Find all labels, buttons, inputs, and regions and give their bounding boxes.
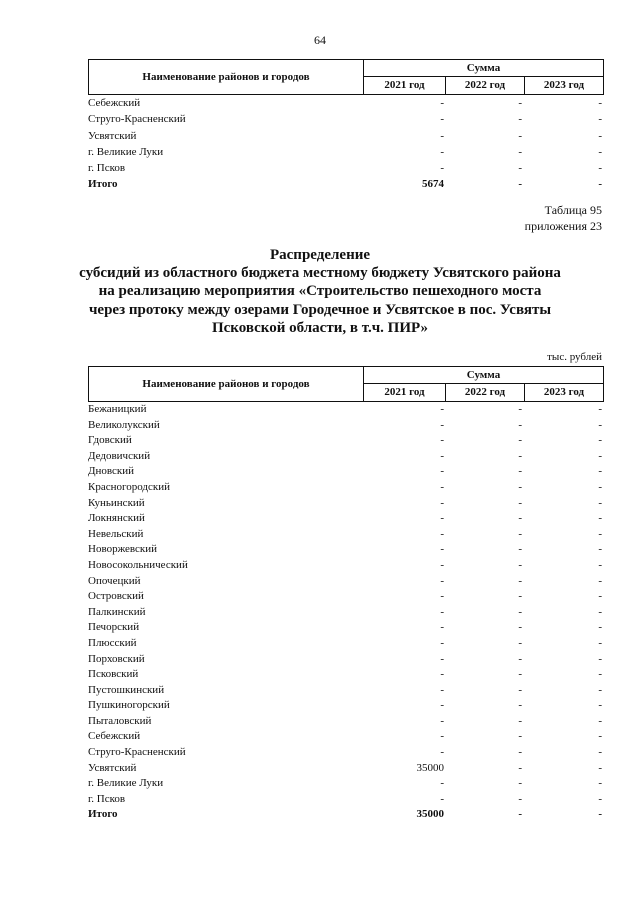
value-2022: - bbox=[518, 145, 522, 158]
value-2023: - bbox=[598, 527, 602, 540]
district-name: Усвятский bbox=[88, 761, 137, 774]
table-row bbox=[88, 776, 604, 792]
value-2023: - bbox=[598, 621, 602, 634]
value-2021: - bbox=[440, 97, 444, 109]
value-2023: - bbox=[598, 605, 602, 618]
value-2022: - bbox=[518, 777, 522, 790]
district-name: Струго-Красненский bbox=[88, 746, 186, 759]
value-2021: - bbox=[440, 449, 444, 462]
table-row bbox=[88, 698, 604, 714]
table-row bbox=[88, 433, 604, 449]
table-row bbox=[88, 589, 604, 605]
value-2021: 35000 bbox=[416, 761, 444, 774]
value-2022: - bbox=[518, 403, 522, 415]
value-2021: - bbox=[440, 558, 444, 571]
value-2023: - bbox=[598, 730, 602, 743]
district-name: Пыталовский bbox=[88, 714, 152, 727]
table-row bbox=[88, 558, 604, 574]
header-name: Наименование районов и городов bbox=[89, 367, 364, 401]
value-2023: - bbox=[598, 543, 602, 556]
value-2021: - bbox=[440, 480, 444, 493]
title-line: на реализацию мероприятия «Строительство пешеходного моста bbox=[98, 283, 542, 300]
district-name: Себежский bbox=[88, 730, 141, 743]
district-name: Куньинский bbox=[88, 496, 145, 509]
value-2021: - bbox=[440, 777, 444, 790]
header-year-2023: 2023 год bbox=[543, 79, 585, 91]
title-line: субсидий из областного бюджета местному бюджету Усвятского района bbox=[79, 265, 561, 282]
district-name: Печорский bbox=[88, 621, 140, 634]
district-name: Пустошкинский bbox=[88, 683, 165, 696]
header-year-2022: 2022 год bbox=[446, 77, 525, 94]
header-year-2022: 2022 год bbox=[446, 384, 525, 401]
value-2023: - bbox=[598, 636, 602, 649]
table-row bbox=[88, 652, 604, 668]
district-name: Бежаницкий bbox=[88, 403, 147, 415]
table-row bbox=[88, 714, 604, 730]
district-name: Невельский bbox=[88, 527, 144, 540]
table-row bbox=[88, 144, 604, 160]
value-2023: - bbox=[598, 480, 602, 493]
value-2023: - bbox=[598, 403, 602, 415]
value-2023: - bbox=[598, 465, 602, 478]
table-row bbox=[88, 729, 604, 745]
value-2023: - bbox=[598, 496, 602, 509]
value-2023: - bbox=[598, 162, 602, 175]
value-2022: - bbox=[518, 668, 522, 681]
value-2022: - bbox=[518, 543, 522, 556]
table-row bbox=[88, 527, 604, 543]
value-2021: - bbox=[440, 636, 444, 649]
value-2021: - bbox=[440, 434, 444, 447]
district-name: Палкинский bbox=[88, 605, 146, 618]
value-2021: - bbox=[440, 129, 444, 142]
title-line: Распределение bbox=[269, 247, 371, 263]
table-body bbox=[88, 402, 604, 807]
table-row bbox=[88, 95, 604, 111]
units-label: тыс. рублей bbox=[547, 351, 602, 363]
value-2022: - bbox=[518, 746, 522, 759]
table-row bbox=[88, 111, 604, 127]
header-sum: Сумма bbox=[364, 367, 603, 384]
value-2023: - bbox=[598, 683, 602, 696]
value-2023: - bbox=[598, 590, 602, 603]
total-label: Итого bbox=[88, 178, 118, 191]
table-row bbox=[88, 605, 604, 621]
value-2022: - bbox=[518, 558, 522, 571]
value-2021: - bbox=[440, 465, 444, 478]
value-2023: - bbox=[598, 714, 602, 727]
value-2022: - bbox=[518, 590, 522, 603]
table-total-row bbox=[88, 807, 604, 823]
table-row bbox=[88, 128, 604, 144]
header-name: Наименование районов и городов bbox=[89, 60, 364, 94]
table-header bbox=[88, 59, 604, 95]
value-2022: - bbox=[518, 699, 522, 712]
district-name: Пушкиногорский bbox=[88, 699, 170, 712]
district-name: Локнянский bbox=[88, 512, 145, 525]
value-2022: - bbox=[518, 162, 522, 175]
header-year-2023: 2023 год bbox=[543, 386, 585, 398]
value-2022: - bbox=[518, 512, 522, 525]
value-2022: - bbox=[518, 113, 522, 126]
table-header bbox=[88, 366, 604, 402]
district-name: Опочецкий bbox=[88, 574, 141, 587]
value-2021: - bbox=[440, 605, 444, 618]
page-number: 64 bbox=[314, 33, 326, 47]
total-2021: 5674 bbox=[422, 178, 444, 191]
value-2022: - bbox=[518, 792, 522, 805]
total-2022: - bbox=[518, 178, 522, 191]
value-2021: - bbox=[440, 512, 444, 525]
value-2022: - bbox=[518, 683, 522, 696]
value-2023: - bbox=[598, 574, 602, 587]
value-2023: - bbox=[598, 558, 602, 571]
value-2021: - bbox=[440, 652, 444, 665]
value-2022: - bbox=[518, 605, 522, 618]
district-name: Порховский bbox=[88, 652, 145, 665]
value-2021: - bbox=[440, 590, 444, 603]
value-2021: - bbox=[440, 714, 444, 727]
value-2023: - bbox=[598, 418, 602, 431]
table-row bbox=[88, 542, 604, 558]
district-name: г. Псков bbox=[88, 792, 126, 805]
value-2021: - bbox=[440, 145, 444, 158]
value-2022: - bbox=[518, 636, 522, 649]
total-2021: 35000 bbox=[416, 808, 444, 821]
table-row bbox=[88, 620, 604, 636]
value-2023: - bbox=[598, 145, 602, 158]
value-2023: - bbox=[598, 668, 602, 681]
header-sum: Сумма bbox=[364, 60, 603, 77]
value-2021: - bbox=[440, 792, 444, 805]
district-name: Красногородский bbox=[88, 480, 171, 493]
value-2021: - bbox=[440, 668, 444, 681]
value-2023: - bbox=[598, 113, 602, 126]
value-2021: - bbox=[440, 746, 444, 759]
value-2021: - bbox=[440, 574, 444, 587]
table-row bbox=[88, 160, 604, 176]
table-row bbox=[88, 402, 604, 418]
district-name: г. Великие Луки bbox=[88, 145, 164, 158]
appendix-reference: приложения 23 bbox=[524, 219, 602, 233]
value-2021: - bbox=[440, 496, 444, 509]
value-2022: - bbox=[518, 714, 522, 727]
value-2021: - bbox=[440, 683, 444, 696]
header-year-2021: 2021 год bbox=[364, 77, 446, 94]
value-2021: - bbox=[440, 543, 444, 556]
value-2023: - bbox=[598, 699, 602, 712]
district-name: Островский bbox=[88, 590, 144, 603]
value-2021: - bbox=[440, 162, 444, 175]
value-2022: - bbox=[518, 465, 522, 478]
value-2021: - bbox=[440, 527, 444, 540]
value-2023: - bbox=[598, 761, 602, 774]
value-2022: - bbox=[518, 129, 522, 142]
value-2021: - bbox=[440, 403, 444, 415]
value-2023: - bbox=[598, 652, 602, 665]
district-name: Новосокольнический bbox=[88, 558, 188, 571]
value-2022: - bbox=[518, 652, 522, 665]
value-2022: - bbox=[518, 621, 522, 634]
table-row bbox=[88, 418, 604, 434]
value-2023: - bbox=[598, 746, 602, 759]
district-name: Усвятский bbox=[88, 129, 137, 142]
total-2023: - bbox=[598, 808, 602, 821]
table-row bbox=[88, 511, 604, 527]
title-line: через протоку между озерами Городечное и Усвятское в пос. Усвяты bbox=[88, 301, 552, 318]
district-name: Плюсский bbox=[88, 636, 137, 649]
value-2023: - bbox=[598, 449, 602, 462]
header-year-2021: 2021 год bbox=[364, 384, 446, 401]
district-name: Гдовский bbox=[88, 434, 132, 447]
table-row bbox=[88, 480, 604, 496]
value-2021: - bbox=[440, 699, 444, 712]
total-2022: - bbox=[518, 808, 522, 821]
value-2022: - bbox=[518, 730, 522, 743]
table-row bbox=[88, 449, 604, 465]
value-2022: - bbox=[518, 527, 522, 540]
document-title bbox=[60, 246, 580, 337]
table-total-row bbox=[88, 176, 604, 192]
value-2022: - bbox=[518, 97, 522, 109]
value-2023: - bbox=[598, 512, 602, 525]
title-line: Псковской области, в т.ч. ПИР» bbox=[211, 319, 429, 336]
value-2022: - bbox=[518, 761, 522, 774]
value-2021: - bbox=[440, 621, 444, 634]
district-name: Псковский bbox=[88, 668, 139, 681]
table-1 bbox=[88, 59, 604, 193]
table-row bbox=[88, 464, 604, 480]
district-name: Себежский bbox=[88, 97, 141, 109]
district-name: Дедовичский bbox=[88, 449, 151, 462]
table-row bbox=[88, 574, 604, 590]
value-2022: - bbox=[518, 434, 522, 447]
table-row bbox=[88, 667, 604, 683]
value-2023: - bbox=[598, 792, 602, 805]
district-name: Новоржевский bbox=[88, 543, 158, 556]
table-row bbox=[88, 792, 604, 808]
value-2022: - bbox=[518, 574, 522, 587]
value-2021: - bbox=[440, 730, 444, 743]
value-2022: - bbox=[518, 418, 522, 431]
table-row bbox=[88, 636, 604, 652]
table-body bbox=[88, 95, 604, 176]
district-name: Дновский bbox=[88, 465, 135, 478]
value-2023: - bbox=[598, 777, 602, 790]
value-2021: - bbox=[440, 418, 444, 431]
table-row bbox=[88, 683, 604, 699]
table-2 bbox=[88, 366, 604, 823]
value-2021: - bbox=[440, 113, 444, 126]
value-2023: - bbox=[598, 129, 602, 142]
table-row bbox=[88, 496, 604, 512]
table-reference: Таблица 95 bbox=[544, 203, 602, 217]
value-2022: - bbox=[518, 480, 522, 493]
district-name: Струго-Красненский bbox=[88, 113, 186, 126]
table-row bbox=[88, 761, 604, 777]
total-2023: - bbox=[598, 178, 602, 191]
district-name: Великолукский bbox=[88, 418, 160, 431]
district-name: г. Псков bbox=[88, 162, 126, 175]
table-row bbox=[88, 745, 604, 761]
value-2022: - bbox=[518, 449, 522, 462]
value-2022: - bbox=[518, 496, 522, 509]
total-label: Итого bbox=[88, 808, 118, 821]
value-2023: - bbox=[598, 97, 602, 109]
district-name: г. Великие Луки bbox=[88, 777, 164, 790]
value-2023: - bbox=[598, 434, 602, 447]
